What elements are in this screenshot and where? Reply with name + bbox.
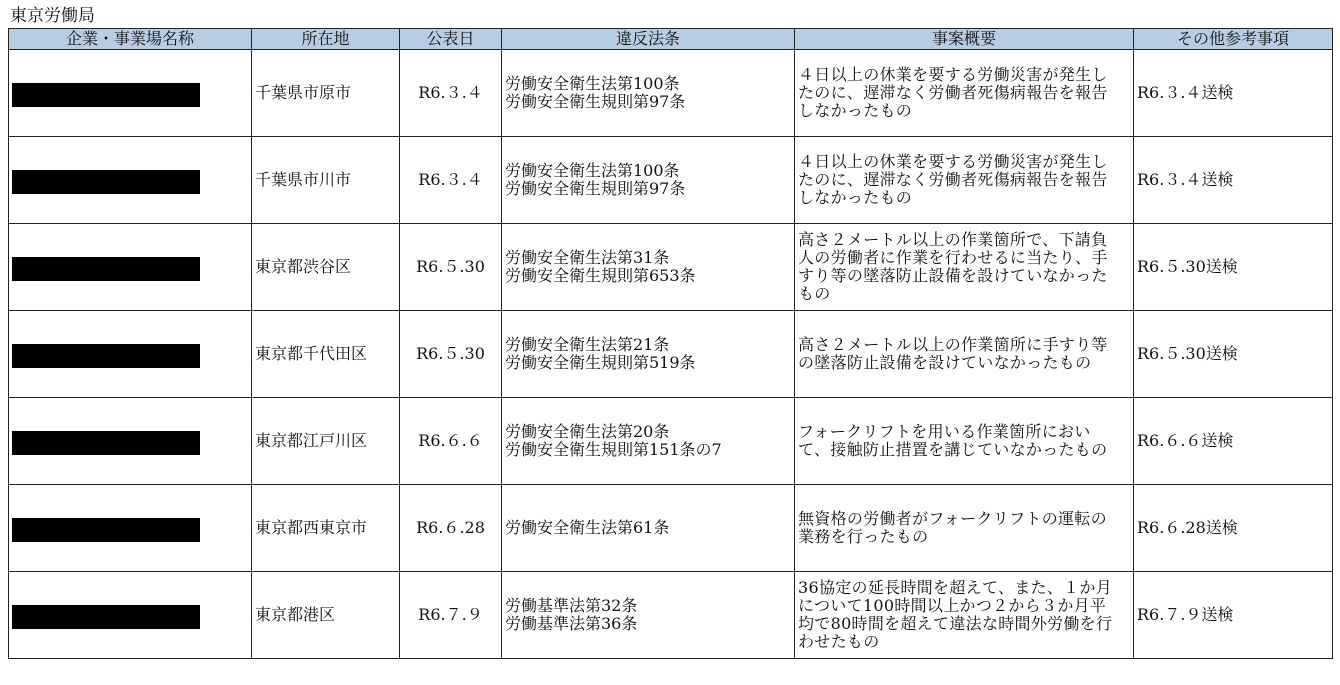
- table-row: [9, 572, 1333, 659]
- notes-cell: R6.６.６送検: [1134, 398, 1333, 485]
- summary-line: の墜落防止設備を設けていなかったもの: [798, 353, 1092, 372]
- law-line: 労働安全衛生法第31条: [505, 248, 670, 267]
- date-cell: R6.３.４: [400, 137, 502, 224]
- location-cell: 東京都千代田区: [252, 311, 400, 398]
- notes-cell: R6.６.28送検: [1134, 485, 1333, 572]
- notes-cell: R6.５.30送検: [1134, 224, 1333, 311]
- header-row: [9, 29, 1333, 50]
- summary-cell: [795, 485, 1134, 572]
- header-case-summary: 事案概要: [795, 29, 1134, 50]
- law-cell: [502, 137, 795, 224]
- summary-cell: [795, 572, 1134, 659]
- redaction-bar: [12, 344, 200, 368]
- table-row: [9, 311, 1333, 398]
- summary-cell: [795, 311, 1134, 398]
- header-publication-date: 公表日: [400, 29, 502, 50]
- law-line: 労働基準法第36条: [505, 614, 638, 633]
- summary-cell: [795, 398, 1134, 485]
- law-line: 労働安全衛生法第61条: [505, 518, 670, 537]
- company-name-cell: [9, 50, 252, 137]
- company-name-cell: [9, 311, 252, 398]
- location-cell: 東京都西東京市: [252, 485, 400, 572]
- summary-cell: [795, 137, 1134, 224]
- summary-line: すり等の墜落防止設備を設けていなかった: [798, 266, 1108, 285]
- summary-line: しなかったもの: [798, 101, 913, 120]
- notes-cell: R6.３.４送検: [1134, 137, 1333, 224]
- summary-line: 無資格の労働者がフォークリフトの運転の: [798, 509, 1107, 528]
- date-cell: R6.６.28: [400, 485, 502, 572]
- company-name-cell: [9, 485, 252, 572]
- law-cell: [502, 398, 795, 485]
- company-name-cell: [9, 398, 252, 485]
- law-cell: [502, 485, 795, 572]
- law-cell: [502, 572, 795, 659]
- redaction-bar: [12, 257, 200, 281]
- table-row: [9, 50, 1333, 137]
- summary-line: ４日以上の休業を要する労働災害が発生し: [798, 65, 1108, 84]
- location-cell: 東京都渋谷区: [252, 224, 400, 311]
- summary-line: 人の労働者に作業を行わせるに当たり、手: [798, 248, 1108, 267]
- company-name-cell: [9, 224, 252, 311]
- date-cell: R6.５.30: [400, 224, 502, 311]
- summary-line: わせたもの: [798, 632, 880, 651]
- law-cell: [502, 224, 795, 311]
- redaction-bar: [12, 83, 200, 107]
- summary-cell: [795, 50, 1134, 137]
- violation-table: [8, 28, 1333, 659]
- summary-line: しなかったもの: [798, 188, 913, 207]
- law-line: 労働基準法第32条: [505, 596, 638, 615]
- location-cell: 東京都江戸川区: [252, 398, 400, 485]
- summary-line: たのに、遅滞なく労働者死傷病報告を報告: [798, 83, 1108, 102]
- summary-cell: [795, 224, 1134, 311]
- summary-line: 高さ２メートル以上の作業箇所に手すり等: [798, 335, 1108, 354]
- summary-line: 高さ２メートル以上の作業箇所で、下請負: [798, 230, 1108, 249]
- redaction-bar: [12, 170, 200, 194]
- summary-line: もの: [798, 284, 831, 303]
- date-cell: R6.７.９: [400, 572, 502, 659]
- summary-line: て、接触防止措置を講じていなかったもの: [798, 440, 1108, 459]
- summary-line: フォークリフトを用いる作業箇所におい: [798, 422, 1091, 441]
- office-name: 東京労働局: [10, 6, 95, 26]
- location-cell: 千葉県市原市: [252, 50, 400, 137]
- header-violated-law: 違反法条: [502, 29, 795, 50]
- header-company-name: 企業・事業場名称: [9, 29, 252, 50]
- law-cell: [502, 50, 795, 137]
- summary-line: ４日以上の休業を要する労働災害が発生し: [798, 152, 1108, 171]
- date-cell: R6.６.６: [400, 398, 502, 485]
- summary-line: について100時間以上かつ２から３か月平: [798, 596, 1107, 615]
- summary-line: 業務を行ったもの: [798, 527, 929, 546]
- company-name-cell: [9, 137, 252, 224]
- table-row: [9, 224, 1333, 311]
- law-line: 労働安全衛生法第100条: [505, 161, 680, 180]
- location-cell: 千葉県市川市: [252, 137, 400, 224]
- notes-cell: R6.５.30送検: [1134, 311, 1333, 398]
- header-other-notes: その他参考事項: [1134, 29, 1333, 50]
- law-line: 労働安全衛生規則第97条: [505, 179, 686, 198]
- notes-cell: R6.７.９送検: [1134, 572, 1333, 659]
- law-line: 労働安全衛生規則第653条: [505, 266, 696, 285]
- header-location: 所在地: [252, 29, 400, 50]
- date-cell: R6.５.30: [400, 311, 502, 398]
- location-cell: 東京都港区: [252, 572, 400, 659]
- notes-cell: R6.３.４送検: [1134, 50, 1333, 137]
- law-line: 労働安全衛生法第100条: [505, 74, 680, 93]
- date-cell: R6.３.４: [400, 50, 502, 137]
- table-row: [9, 485, 1333, 572]
- summary-line: たのに、遅滞なく労働者死傷病報告を報告: [798, 170, 1108, 189]
- law-line: 労働安全衛生規則第97条: [505, 92, 686, 111]
- company-name-cell: [9, 572, 252, 659]
- redaction-bar: [12, 605, 200, 629]
- law-line: 労働安全衛生規則第151条の7: [505, 440, 722, 459]
- law-line: 労働安全衛生法第20条: [505, 422, 670, 441]
- summary-line: 36協定の延長時間を超えて、また、１か月: [798, 578, 1113, 597]
- law-cell: [502, 311, 795, 398]
- law-line: 労働安全衛生法第21条: [505, 335, 670, 354]
- law-line: 労働安全衛生規則第519条: [505, 353, 696, 372]
- summary-line: 均で80時間を超えて違法な時間外労働を行: [798, 614, 1113, 633]
- redaction-bar: [12, 518, 200, 542]
- table-row: [9, 137, 1333, 224]
- redaction-bar: [12, 431, 200, 455]
- table-row: [9, 398, 1333, 485]
